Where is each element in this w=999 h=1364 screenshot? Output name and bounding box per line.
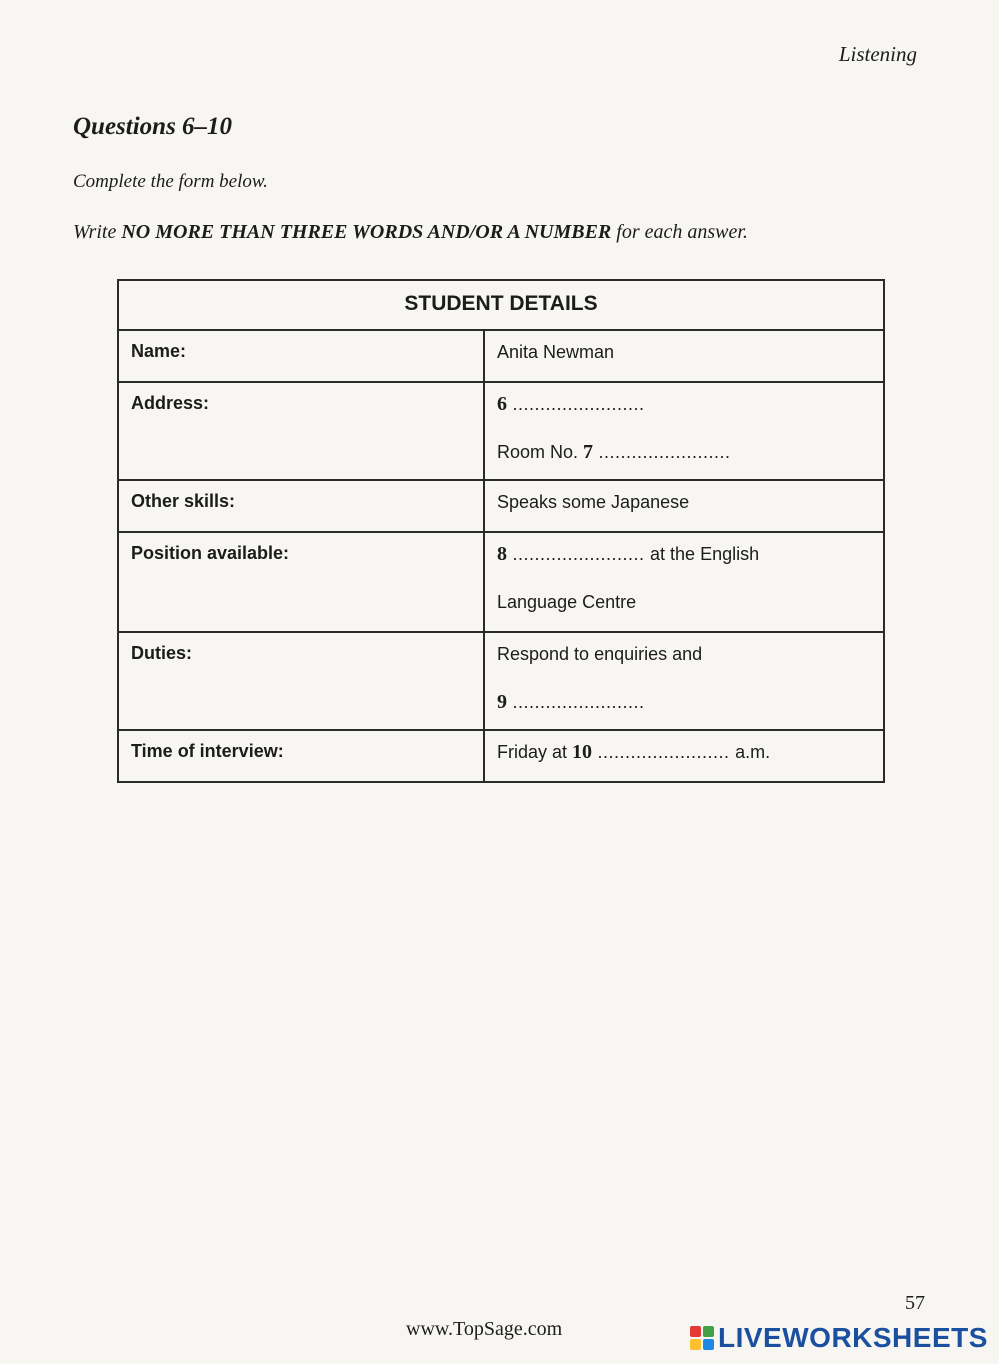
form-row-duties [119, 633, 883, 731]
answer-blank-7[interactable] [497, 441, 871, 469]
brand-text: LIVEWORKSHEETS [718, 1322, 988, 1353]
blank-dots: ........................ [507, 544, 651, 564]
answer-blank-8[interactable] [497, 543, 871, 571]
liveworksheets-logo-icon [690, 1326, 714, 1350]
field-value [485, 633, 883, 729]
question-number: 7 [583, 441, 594, 463]
section-label: Listening [838, 42, 917, 66]
form-row-name [119, 331, 883, 383]
form-row-address [119, 383, 883, 481]
field-value [485, 533, 883, 631]
instruction-word-limit-post: for each answer. [611, 221, 748, 243]
value-text-line: Respond to enquiries and [497, 644, 703, 664]
blank-dots: ........................ [507, 394, 645, 414]
instruction-word-limit-bold: NO MORE THAN THREE WORDS AND/OR A NUMBER [121, 221, 612, 243]
value-text: Room No. [497, 442, 584, 462]
field-value [485, 331, 883, 381]
value-name: Anita Newman [497, 342, 615, 362]
field-label: Time of interview: [119, 731, 485, 781]
field-label: Duties: [119, 633, 485, 729]
field-value [485, 731, 883, 781]
form-row-interview-time [119, 731, 883, 781]
blank-dots: ........................ [592, 742, 736, 762]
liveworksheets-brand[interactable] [690, 1322, 988, 1354]
question-number: 10 [572, 741, 593, 763]
instruction-word-limit [73, 221, 748, 244]
logo-square-green [703, 1326, 714, 1337]
value-text: at the English [650, 544, 760, 564]
question-number: 8 [497, 543, 507, 565]
field-label: Other skills: [119, 481, 485, 531]
questions-heading: Questions 6–10 [73, 113, 233, 140]
blank-dots: ........................ [593, 442, 731, 462]
form-row-position [119, 533, 883, 633]
form-row-other-skills [119, 481, 883, 533]
question-number: 6 [497, 393, 507, 415]
field-label: Address: [119, 383, 485, 479]
value-skills: Speaks some Japanese [497, 492, 690, 512]
instruction-complete-form: Complete the form below. [73, 171, 268, 192]
value-text: Friday at [497, 742, 573, 762]
logo-square-blue [703, 1339, 714, 1350]
value-text: a.m. [735, 742, 771, 762]
answer-blank-9[interactable] [497, 691, 871, 719]
logo-square-red [690, 1326, 701, 1337]
answer-blank-10[interactable] [497, 741, 871, 769]
student-details-form [117, 279, 885, 783]
footer-url[interactable]: www.TopSage.com [406, 1318, 563, 1340]
value-text-line: Language Centre [497, 592, 637, 612]
page-number: 57 [905, 1292, 925, 1314]
field-value [485, 383, 883, 479]
logo-square-yellow [690, 1339, 701, 1350]
field-value [485, 481, 883, 531]
answer-blank-6[interactable] [497, 393, 871, 421]
instruction-word-limit-pre: Write [73, 221, 122, 243]
field-label: Position available: [119, 533, 485, 631]
form-title: STUDENT DETAILS [119, 281, 883, 331]
question-number: 9 [497, 691, 507, 713]
field-label: Name: [119, 331, 485, 381]
blank-dots: ........................ [507, 692, 645, 712]
